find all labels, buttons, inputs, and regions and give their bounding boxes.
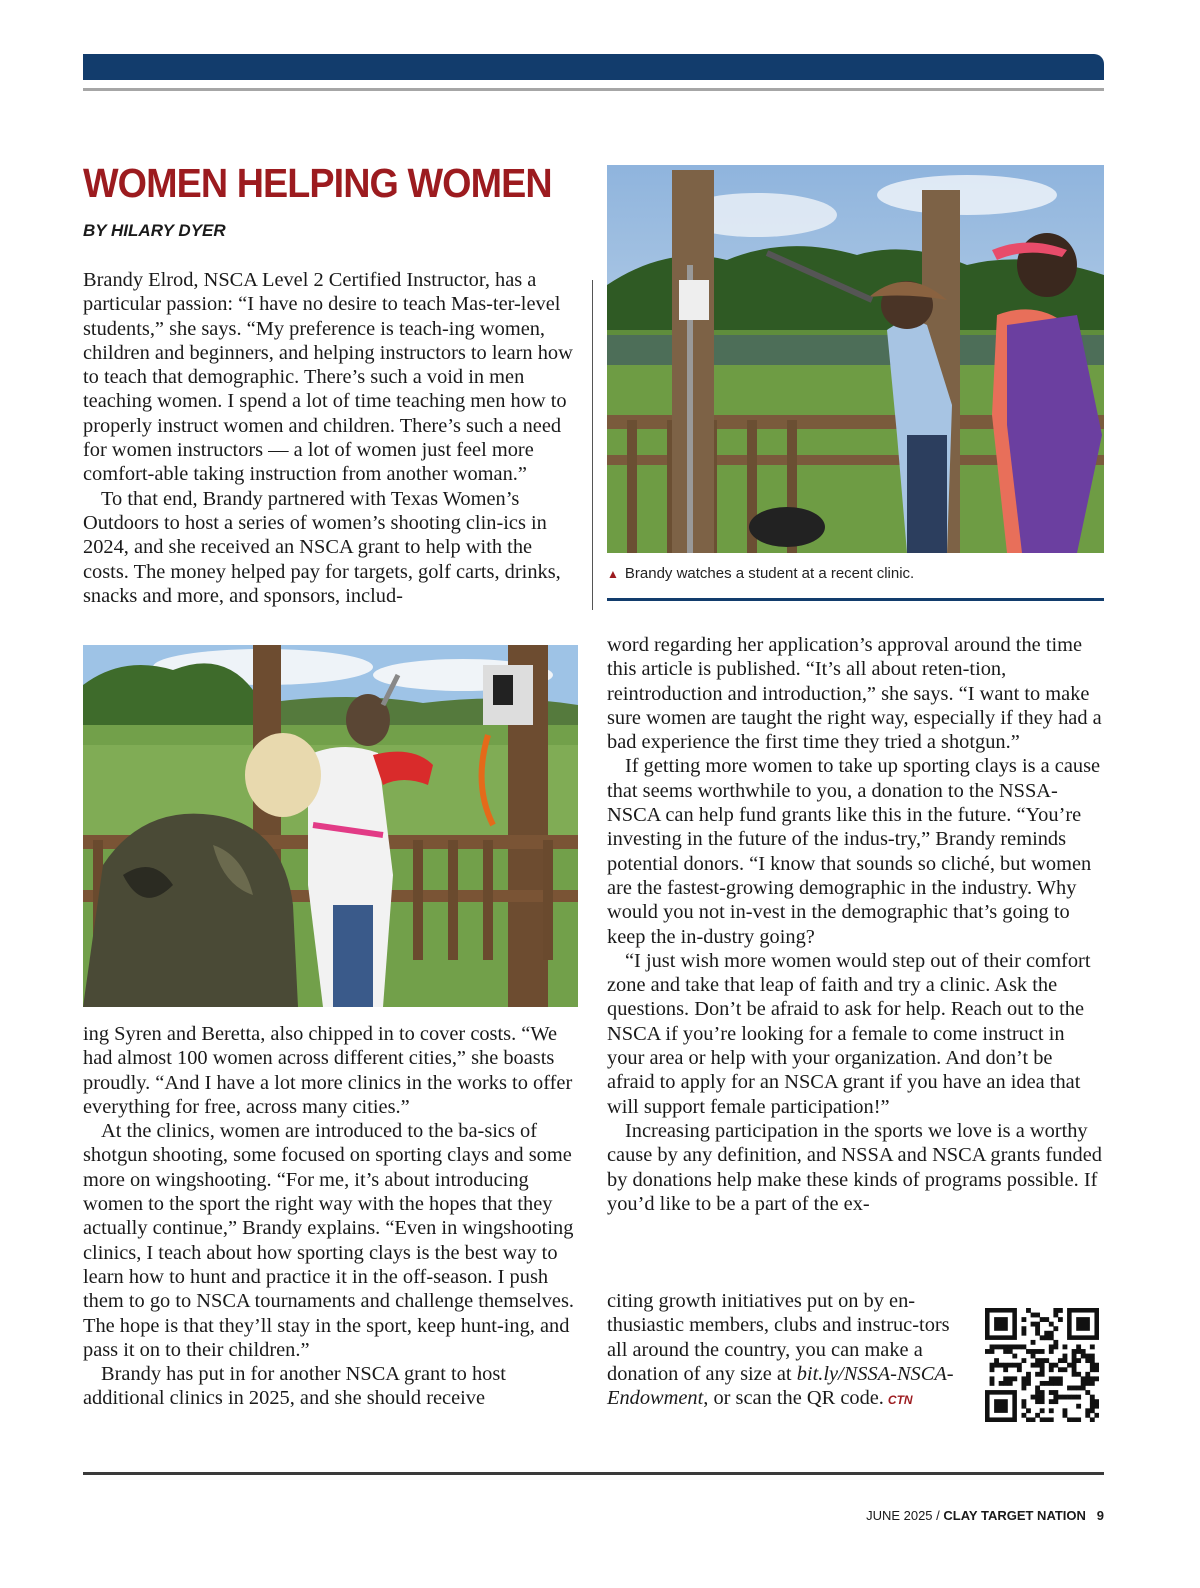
article-headline: WOMEN HELPING WOMEN (83, 160, 552, 206)
page-number: 9 (1096, 1508, 1104, 1523)
right-column-text (607, 633, 1104, 1216)
photo-caption (607, 565, 914, 582)
paragraph: ing Syren and Beretta, also chipped in to cover costs. “We had almost 100 women across different cities,” she boasts proudly. “And I have a lot more clinics in the works to offer everything for free, across many cities.” (83, 1023, 573, 1118)
page-footer (866, 1508, 1104, 1523)
paragraph: Brandy has put in for another NSCA grant to host additional clinics in 2025, and she should receive (83, 1363, 506, 1410)
paragraph: At the clinics, women are introduced to the ba-sics of shotgun shooting, some focused on sporting clays and some more on wingshooting. “For me, it’s about introducing women to the sport the right way with the hopes that they actually continue,” Brandy explains. “Even in wingshooting clinics, I teach about how sporting clays is the best way to learn how to hunt and practice it in the off-season. I push them to go to NSCA tournaments and challenge themselves. The hope is that they’ll stay in the sport, keep hunt-ing, and pass it on to their children.” (83, 1120, 574, 1361)
paragraph: word regarding her application’s approval around the time this article is published. “It’s all about reten-tion, reintroduction and introduction,” she says. “I want to make sure women are taught the right way, especially if they had a bad experience the first time they tried a shotgun.” (607, 634, 1102, 754)
article-byline: BY HILARY DYER (83, 221, 226, 240)
donation-link[interactable]: bit.ly/NSSA-NSCA-Endowment (607, 1362, 954, 1410)
end-mark: CTN (887, 1393, 913, 1408)
paragraph: Brandy Elrod, NSCA Level 2 Certified Instructor, has a particular passion: “I have no desire to teach Mas-ter-level students,” she says. “My preference is teach-ing women, children and beginners, and helping instructors to learn how to teach that demographic. There’s such a void in men teaching women. I spend a lot of time teaching men how to properly instruct women and children. There’s such a need for women instructors — a lot of women just feel more comfort-able taking instruction from another woman.” (83, 269, 573, 486)
left-column-top-text (83, 268, 578, 608)
qr-code[interactable] (985, 1308, 1099, 1422)
closing-text: citing growth initiatives put on by en-thusiastic members, clubs and instruc-tors all around the country, you can make a donation of any size at (607, 1290, 950, 1385)
closing-text-end: , or scan the QR code. (703, 1387, 884, 1410)
issue-date: JUNE 2025 / (866, 1508, 940, 1523)
column-divider (592, 280, 593, 610)
photo-instructor-watching-student (607, 165, 1104, 553)
left-column-bottom-text (83, 1022, 580, 1411)
paragraph: If getting more women to take up sporting clays is a cause that seems worthwhile to you, a donation to the NSSA-NSCA can help fund grants like this in the future. “You’re investing in the future of the indus-try,” Brandy reminds potential donors. “I know that sounds so cliché, but women are the fastest-growing demographic in the industry. Why would you not in-vest in the demographic that’s going to keep the in-dustry going? (607, 755, 1101, 948)
header-gray-rule (83, 88, 1104, 91)
caption-rule (607, 598, 1104, 601)
header-color-bar (83, 54, 1104, 80)
closing-paragraph (607, 1289, 962, 1412)
paragraph: To that end, Brandy partnered with Texas Women’s Outdoors to host a series of women’s shooting clin-ics in 2024, and she received an NSCA grant to help with the costs. The money helped pay for targets, golf carts, drinks, snacks and more, and sponsors, includ- (83, 487, 561, 607)
paragraph: Increasing participation in the sports we love is a worthy cause by any definition, and NSSA and NSCA grants funded by donations help make these kinds of programs possible. If you’d like to be a part of the ex- (607, 1119, 1102, 1215)
caption-triangle-icon: ▲ (607, 567, 619, 581)
footer-rule (83, 1472, 1104, 1475)
caption-text: Brandy watches a student at a recent clinic. (624, 565, 915, 582)
photo-women-at-shooting-stand (83, 645, 578, 1007)
paragraph: “I just wish more women would step out of their comfort zone and take that leap of faith and try a clinic. Ask the questions. Don’t be afraid to ask for help. Reach out to the NSCA if you’re looking for a female to come instruct in your area or help with your organization. And don’t be afraid to apply for an NSCA grant if you have an idea that will support female participation!” (607, 949, 1091, 1118)
magazine-name: CLAY TARGET NATION (943, 1508, 1086, 1523)
